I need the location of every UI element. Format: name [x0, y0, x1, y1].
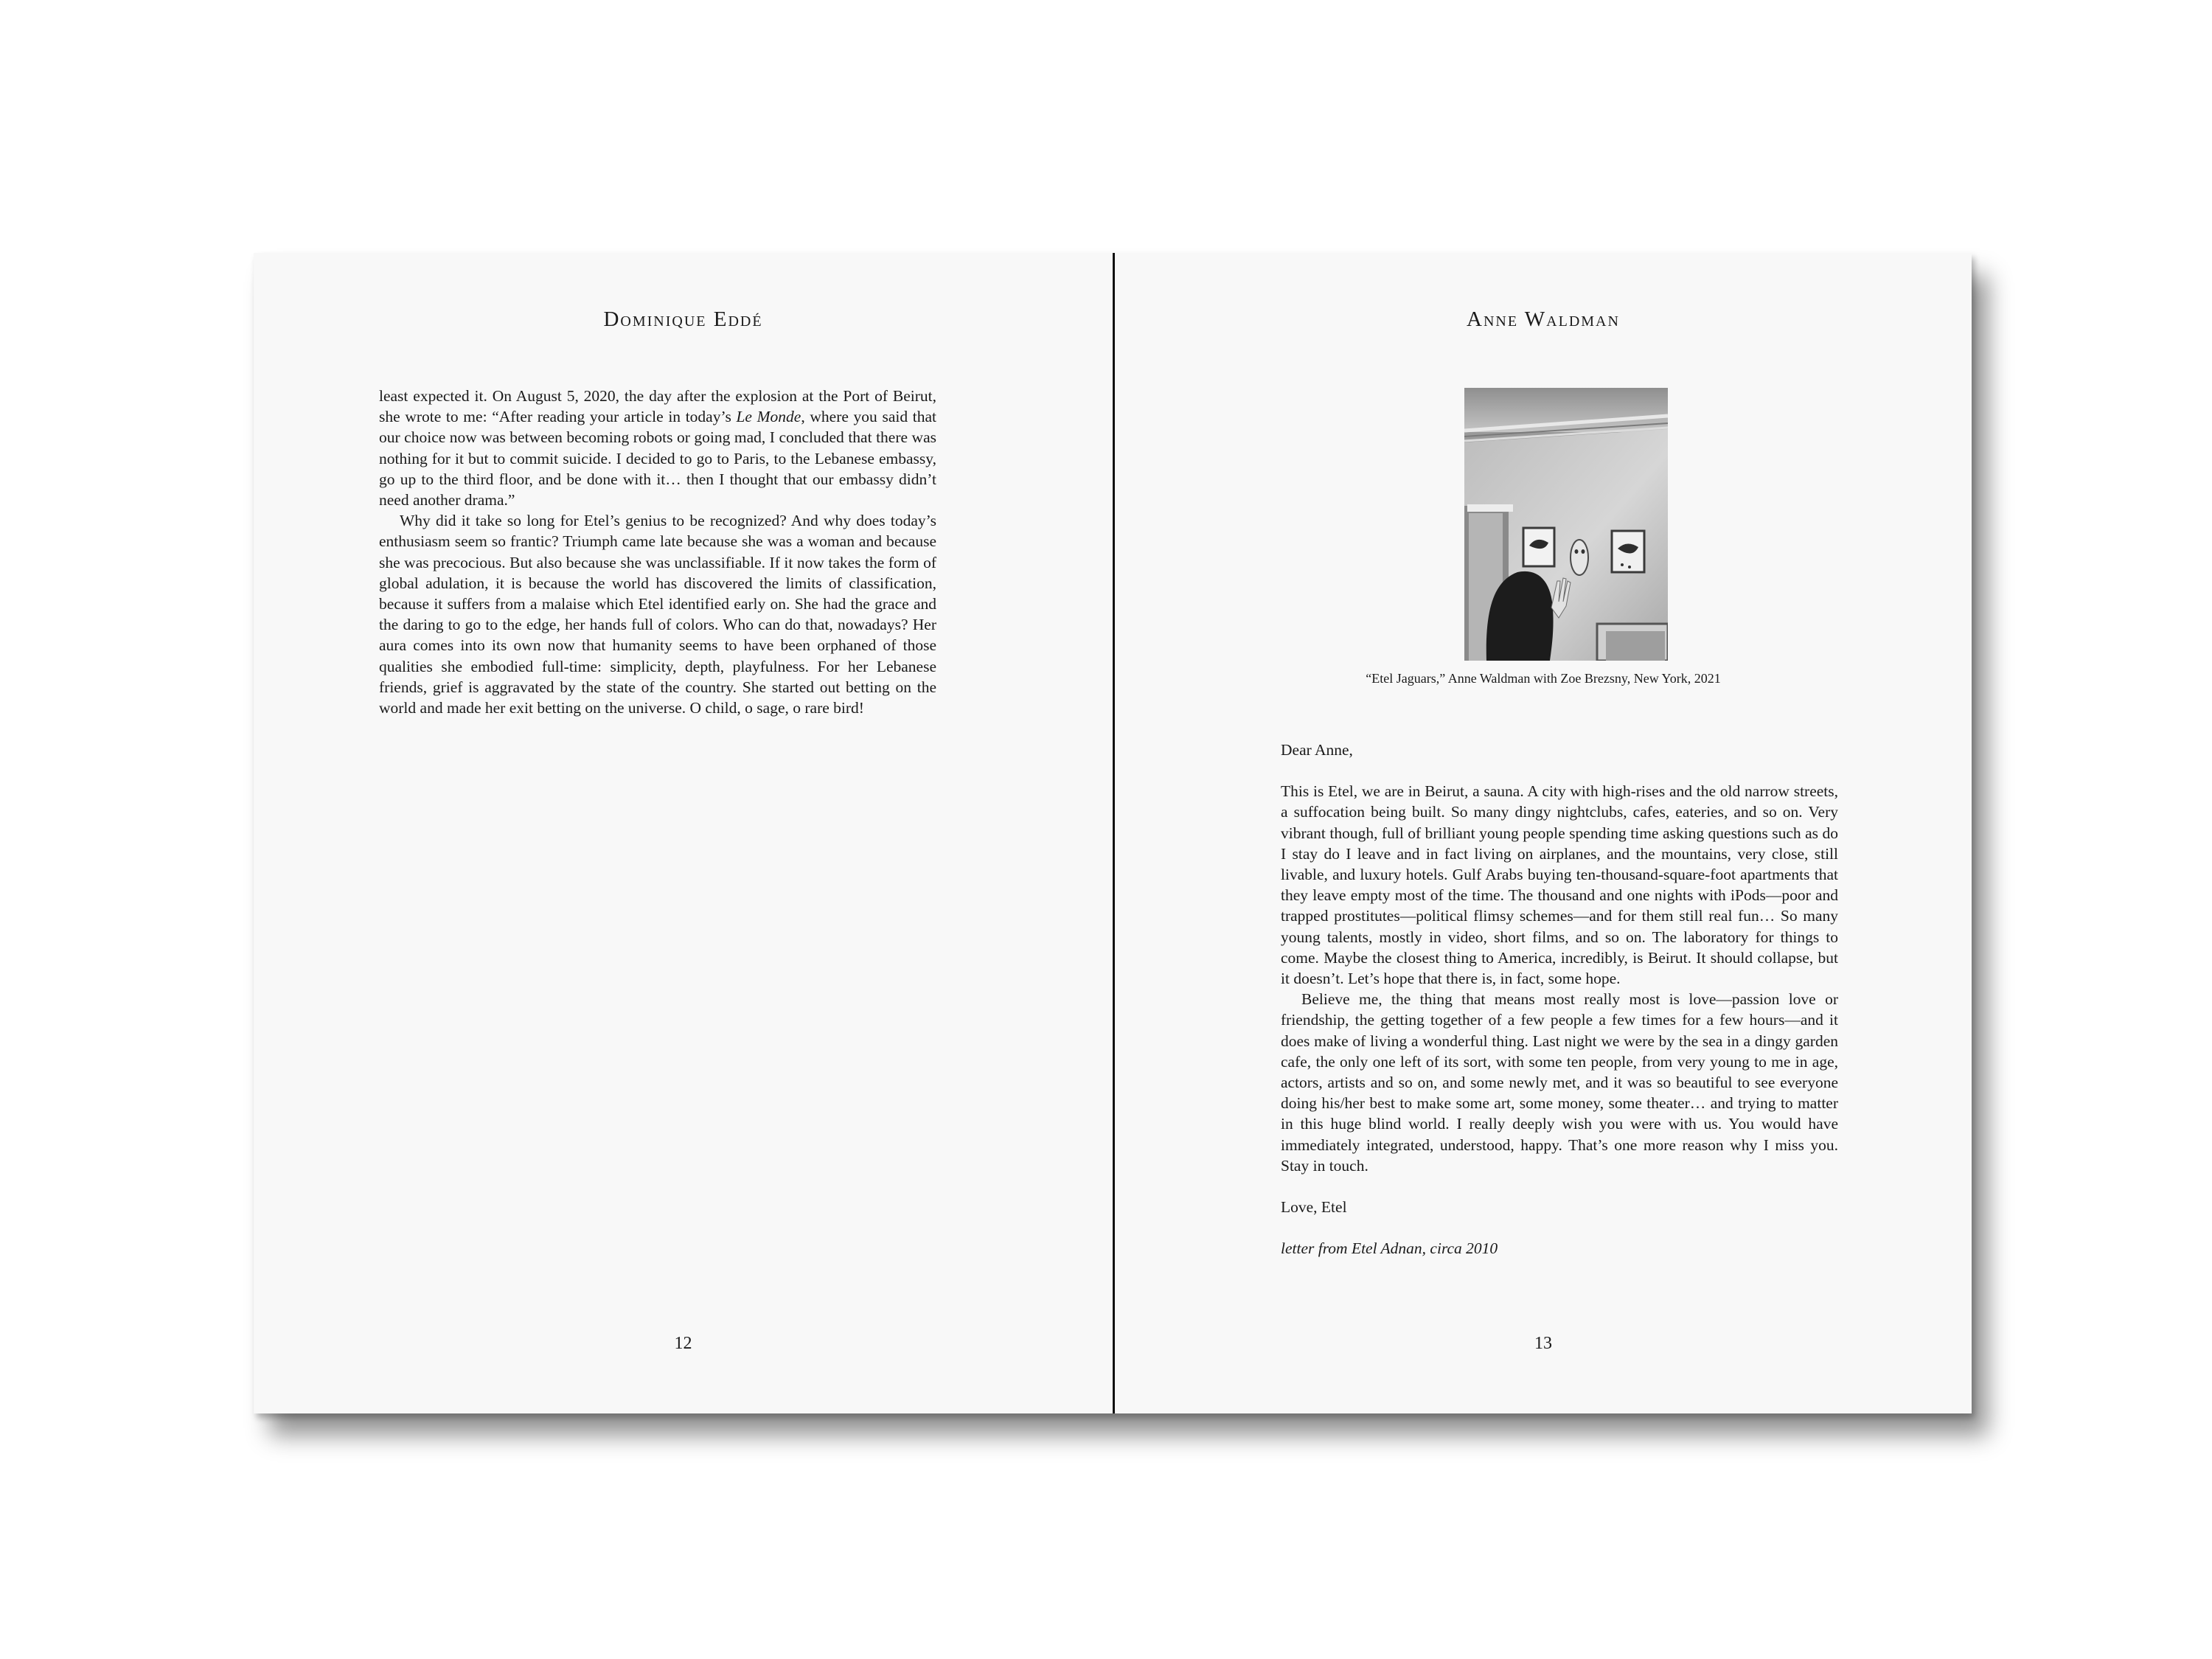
paragraph-gap [1281, 1176, 1838, 1197]
letter-paragraph: Believe me, the thing that means most really most is love—passion love or friendship, the getting together of a few people a few times for a few hours—and it does make of living a wonderful thing. Last night we were by the sea in a dingy garden cafe, the only one left of its sort, with some ten people, from very young to me in age, actors, artists and so on, and some newly met, and it was so beautiful to see everyone doing his/her best to make some art, some money, some theater… and trying to matter in this huge blind world. I really deeply wish you were with us. You would have immediately integrated, understood, happy. That’s one more reason why I miss you. Stay in touch. [1281, 990, 1838, 1175]
letter-closing: Love, Etel [1281, 1198, 1347, 1217]
book-spread [254, 253, 1972, 1413]
running-head-author: Dominique Eddé [603, 307, 763, 331]
essay-paragraph-end: , where you said that our choice now was between becoming robots or going mad, I concluded that there was nothing for it but to commit suicide. I decided to go to Paris, to the Lebanese embassy, go up to the third floor, and be done with it… then I thought that our embassy didn’t need another drama.” [379, 408, 936, 509]
essay-paragraph: Why did it take so long for Etel’s genius to be recognized? And why does today’s enthusiasm seem so frantic? Triumph came late because she was a woman and because she was precocious. But also because she was unclassifiable. If it now takes the form of global adulation, it is because the world has discovered the limits of classification, because it suffers from a malaise which Etel identified early on. She had the grace and the daring to go to the edge, her hands full of colors. Who can do that, nowadays? Her aura comes into its own now that humanity seems to have been orphaned of those qualities she embodied full-time: simplicity, depth, playfulness. For her Lebanese friends, grief is aggravated by the state of the country. She started out betting on the world and made her exit betting on the universe. O child, o sage, o rare bird! [379, 512, 936, 717]
page-number: 12 [674, 1334, 692, 1353]
letter-salutation: Dear Anne, [1281, 741, 1353, 759]
running-head-author: Anne Waldman [1467, 307, 1620, 331]
essay-text [379, 386, 936, 718]
page-number: 13 [1534, 1334, 1552, 1353]
paragraph-gap [1281, 1217, 1838, 1238]
letter-text [1281, 740, 1838, 1259]
essay-paragraph [379, 386, 936, 510]
letter-paragraph: This is Etel, we are in Beirut, a sauna. A city with high-rises and the old narrow streets, a suffocation being built. So many dingy nightclubs, cafes, eateries, and so on. Very vibrant though, full of brilliant young people spending time asking questions such as do I stay do I leave and in fact living on airplanes, and the mountains, very close, still livable, and luxury hotels. Gulf Arabs buying ten-thousand-square-foot apartments that they leave empty most of the time. The thousand and one nights with iPods—poor and trapped prostitutes—political flimsy schemes—and for them still real fun… So many young talents, mostly in video, short films, and so on. The laboratory for things to come. Maybe the closest thing to America, incredibly, is Beirut. It should collapse, but it doesn’t. Let’s hope that there is, in fact, some hope. [1281, 782, 1838, 988]
paragraph-gap [1281, 760, 1838, 781]
left-page [254, 253, 1113, 1413]
letter-source-note: letter from Etel Adnan, circa 2010 [1281, 1239, 1498, 1258]
newspaper-title: Le Monde [736, 408, 801, 426]
right-page [1115, 253, 1972, 1413]
essay-paragraph-start: least expected it. On August 5, 2020, the day after the explosion at the Port of Beirut, she wrote to me: “After reading your article in today’s [379, 387, 936, 426]
photograph-image [1464, 388, 1668, 661]
photo-caption: “Etel Jaguars,” Anne Waldman with Zoe Brezsny, New York, 2021 [1366, 671, 1721, 686]
photograph [1464, 388, 1668, 661]
